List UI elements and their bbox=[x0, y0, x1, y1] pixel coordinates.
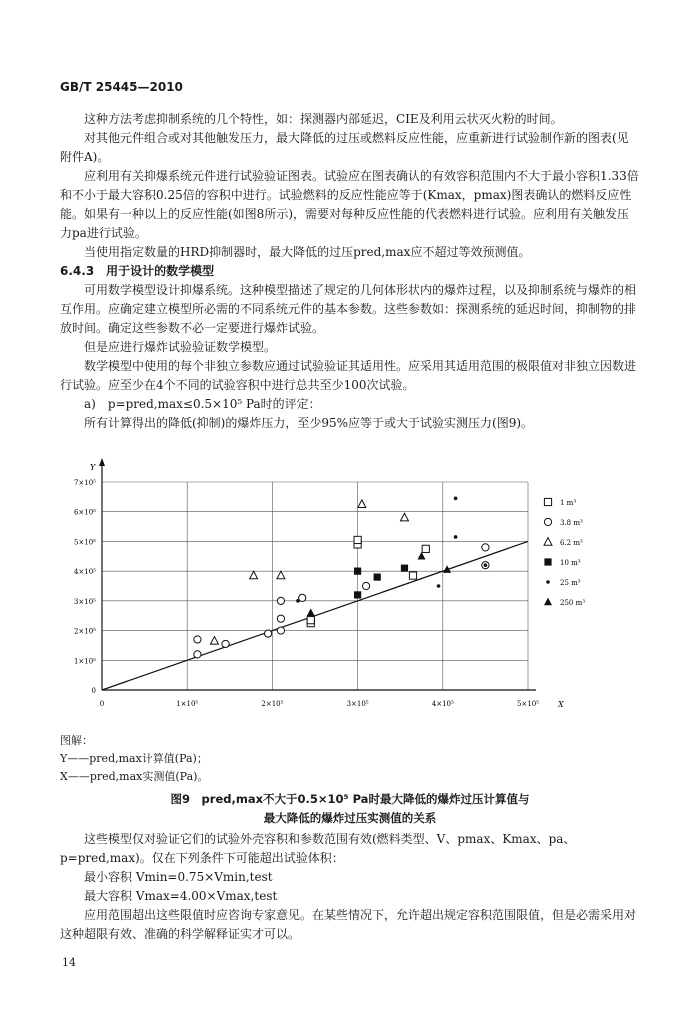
after-paragraph-2: 应用范围超出这些限值时应咨询专家意见。在某些情况下，允许超出规定容积范围限值，但是必需采用对这种超限有效、准确的科学解释证实才可以。 bbox=[60, 908, 637, 941]
y-tick-label: 5×10⁵ bbox=[73, 538, 96, 547]
data-point bbox=[363, 582, 370, 589]
legend-label: 6.2 m³ bbox=[560, 539, 583, 547]
legend-label: 10 m³ bbox=[560, 559, 581, 567]
y-axis-label: Y bbox=[90, 463, 96, 472]
y-tick-label: 3×10⁵ bbox=[73, 597, 96, 606]
legend-label: 25 m³ bbox=[560, 579, 581, 587]
data-point bbox=[409, 572, 416, 579]
figure-caption-line2: 最大降低的爆炸过压实测值的关系 bbox=[263, 811, 437, 825]
legend-title: 图解： bbox=[60, 734, 93, 747]
data-point bbox=[354, 591, 361, 598]
y-tick-label: 7×10⁵ bbox=[73, 479, 96, 487]
legend-marker bbox=[544, 538, 552, 546]
data-point bbox=[277, 615, 284, 622]
data-point bbox=[296, 599, 300, 603]
data-point bbox=[194, 651, 201, 658]
paragraph-4: 当使用指定数量的HRD抑制器时，最大降低的过压pred,max应不超过等效预测值。 bbox=[84, 245, 531, 259]
data-point bbox=[265, 630, 272, 637]
paragraph-2: 对其他元件组合或对其他触发压力，最大降低的过压或燃料反应性能，应重新进行试验制作新的图表(见附件A)。 bbox=[60, 131, 629, 164]
data-point bbox=[358, 500, 366, 508]
legend-y: Y——pred,max计算值(Pa)； bbox=[60, 752, 208, 765]
data-point bbox=[277, 597, 284, 604]
figure-caption-line1: 图9 pred,max不大于0.5×10⁵ Pa时最大降低的爆炸过压计算值与 bbox=[170, 792, 530, 806]
legend-x: X——pred,max实测值(Pa)。 bbox=[60, 770, 209, 783]
legend-marker bbox=[544, 518, 551, 525]
legend-label: 250 m³ bbox=[560, 599, 586, 607]
data-point bbox=[374, 573, 381, 580]
y-tick-label: 1×10⁵ bbox=[73, 657, 96, 666]
data-point bbox=[222, 640, 229, 647]
data-point bbox=[307, 608, 315, 616]
x-tick-label: 4×10⁵ bbox=[431, 700, 454, 708]
data-point bbox=[277, 627, 284, 634]
data-point bbox=[482, 544, 489, 551]
page-number: 14 bbox=[62, 956, 76, 969]
x-tick-label: 1×10⁵ bbox=[176, 700, 199, 708]
y-tick-label: 2×10⁵ bbox=[73, 627, 96, 636]
data-point bbox=[418, 552, 426, 560]
data-point bbox=[354, 536, 361, 543]
data-point bbox=[454, 535, 458, 539]
data-point bbox=[210, 637, 218, 645]
x-axis-label: X bbox=[558, 700, 564, 709]
data-point bbox=[454, 497, 458, 501]
paragraph-7: 数学模型中使用的每个非独立参数应通过试验验证其适用性。应采用其适用范围的极限值对非独立因数进行试验。应至少在4个不同的试验容积中进行总共至少100次试验。 bbox=[60, 359, 637, 392]
y-tick-label: 4×10⁵ bbox=[73, 568, 96, 577]
legend-label: 1 m³ bbox=[560, 499, 577, 507]
x-tick-label: 0 bbox=[99, 700, 105, 708]
paragraph-8: a) p=pred,max≤0.5×10⁵ Pa时的评定： bbox=[84, 397, 321, 411]
paragraph-1: 这种方法考虑抑制系统的几个特性，如：探测器内部延迟，CIE及利用云状灭火粉的时间。 bbox=[84, 112, 563, 126]
y-tick-label: 0 bbox=[91, 687, 96, 695]
data-point bbox=[437, 584, 441, 588]
legend-label: 3.8 m³ bbox=[560, 519, 583, 527]
paragraph-3: 应利用有关抑爆系统元件进行试验验证图表。试验应在图表确认的有效容积范围内不大于最小容积1.33倍和不小于最大容积0.25倍的容积中进行。试验燃料的反应性能应等于(Kmax，pmax)图表确认的燃料反应性能。如果有一种以上的反应性能(如图8所示)，需要对每种反应性能的代表燃料进行试验。应利用有关触发压力pa进行试验。 bbox=[60, 169, 639, 240]
data-point bbox=[401, 565, 408, 572]
data-point bbox=[194, 636, 201, 643]
legend-marker bbox=[544, 498, 551, 505]
section-heading: 6.4.3 用于设计的数学模型 bbox=[60, 264, 215, 278]
x-tick-label: 3×10⁵ bbox=[346, 700, 369, 708]
data-point bbox=[422, 545, 429, 552]
x-tick-label: 5×10⁵ bbox=[516, 700, 540, 708]
data-point bbox=[277, 571, 285, 579]
data-point bbox=[400, 513, 408, 521]
paragraph-9: 所有计算得出的降低(抑制)的爆炸压力，至少95%应等于或大于试验实测压力(图9)。 bbox=[84, 416, 534, 430]
reference-line bbox=[102, 541, 528, 690]
y-tick-label: 6×10⁵ bbox=[73, 508, 96, 517]
after-paragraph-1: 这些模型仅对验证它们的试验外壳容积和参数范围有效(燃料类型、V、pmax、Kmax、pa、p=pred,max)。仅在下列条件下可能超出试验体积： bbox=[60, 832, 576, 865]
legend-marker bbox=[544, 598, 552, 606]
data-point bbox=[250, 571, 258, 579]
volume-max: 最大容积 Vmax=4.00×Vmax,test bbox=[84, 889, 278, 903]
paragraph-6: 但是应进行爆炸试验验证数学模型。 bbox=[84, 340, 277, 354]
volume-min: 最小容积 Vmin=0.75×Vmin,test bbox=[84, 870, 273, 884]
page-header: GB/T 25445—2010 bbox=[60, 80, 183, 94]
x-tick-label: 2×10⁵ bbox=[261, 700, 284, 708]
data-point bbox=[354, 568, 361, 575]
y-axis-arrow bbox=[99, 458, 105, 466]
legend-marker bbox=[544, 558, 551, 565]
legend-marker bbox=[546, 580, 550, 584]
data-point bbox=[484, 563, 488, 567]
scatter-chart bbox=[60, 452, 640, 720]
data-point bbox=[307, 617, 314, 624]
paragraph-5: 可用数学模型设计抑爆系统。这种模型描述了规定的几何体形状内的爆炸过程，以及抑制系统与爆炸的相互作用。应确定建立模型所必需的不同系统元件的基本参数。这些参数如：探测系统的延迟时间，抑制物的排放时间。确定这些参数不必一定要进行爆炸试验。 bbox=[60, 283, 637, 335]
